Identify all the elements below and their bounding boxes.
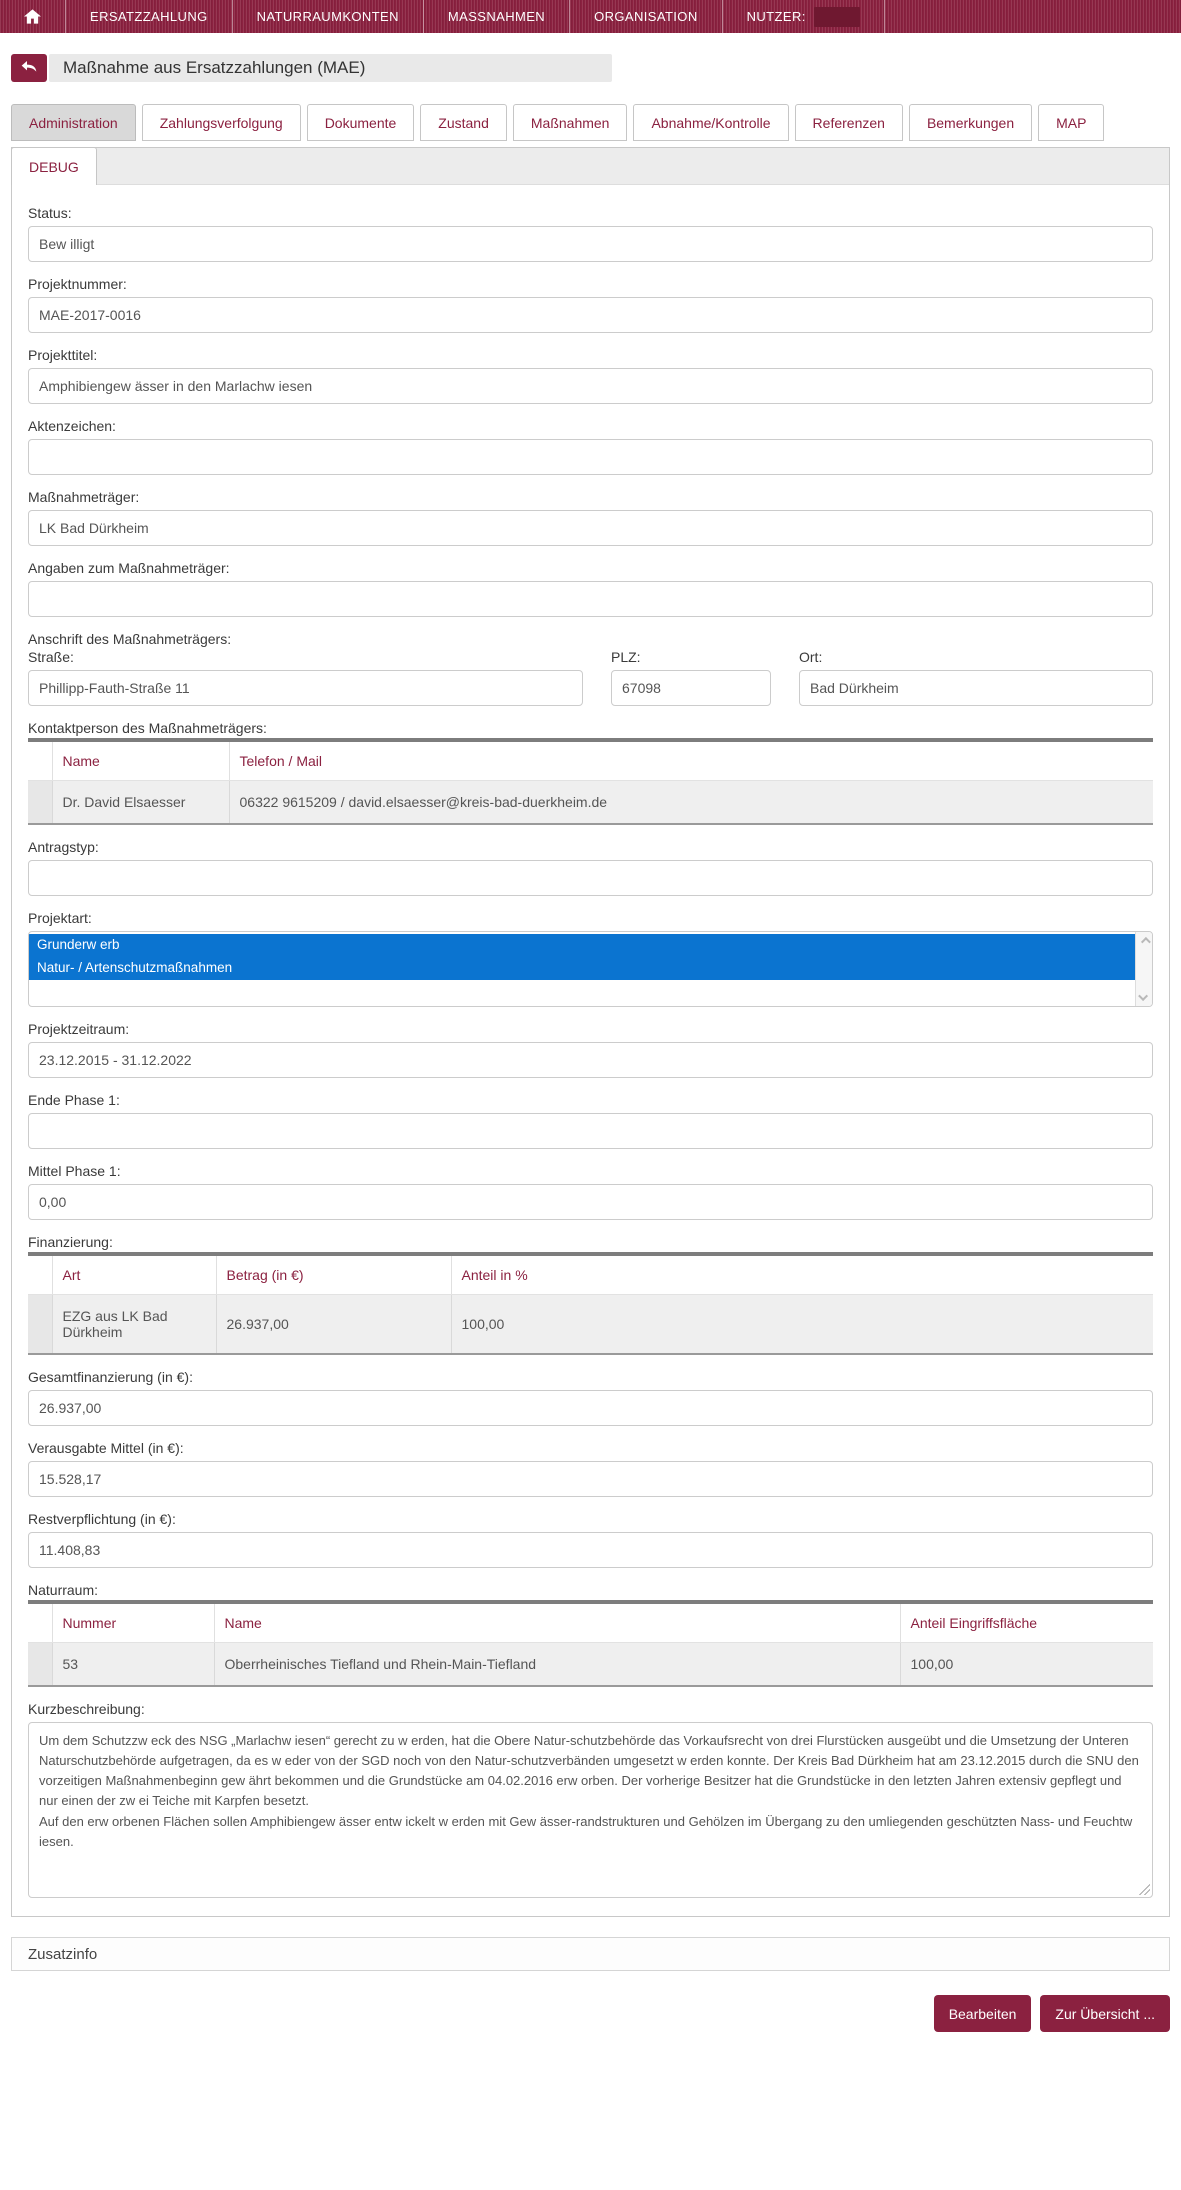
projektzeitraum-label: Projektzeitraum: — [28, 1021, 130, 1037]
scroll-up-arrow[interactable] — [1136, 932, 1152, 949]
finanzierung-table — [28, 1252, 1153, 1355]
page-title: Maßnahme aus Ersatzzahlungen (MAE) — [63, 58, 366, 77]
kontaktperson-label: Kontaktperson des Maßnahmeträgers: — [28, 720, 267, 736]
kurzbeschreibung-label: Kurzbeschreibung: — [28, 1701, 145, 1717]
chevron-up-icon — [1140, 937, 1150, 947]
kurzbeschreibung-textarea[interactable] — [28, 1722, 1153, 1898]
zur-uebersicht-button[interactable]: Zur Übersicht ... — [1040, 1995, 1170, 2032]
tab-debug[interactable]: DEBUG — [11, 147, 97, 185]
tab-bar — [11, 104, 1170, 141]
kontaktperson-row[interactable] — [28, 781, 1153, 825]
tab-referenzen[interactable]: Referenzen — [795, 104, 903, 141]
bearbeiten-button[interactable]: Bearbeiten — [934, 1995, 1032, 2032]
field-restverpflichtung — [28, 1511, 1153, 1568]
field-status — [28, 205, 1153, 262]
nav-home[interactable] — [0, 0, 65, 33]
kontaktperson-name: Dr. David Elsaesser — [52, 781, 229, 825]
verausgabte-mittel-label: Verausgabte Mittel (in €): — [28, 1440, 184, 1456]
footer-actions — [11, 1995, 1170, 2032]
top-navbar — [0, 0, 1181, 33]
back-arrow-icon — [21, 60, 37, 77]
nav-user-label: NUTZER: — [746, 9, 806, 24]
status-input[interactable] — [28, 226, 1153, 262]
verausgabte-mittel-input[interactable] — [28, 1461, 1153, 1497]
finanzierung-header-row — [28, 1254, 1153, 1295]
status-label: Status: — [28, 205, 72, 221]
finanzierung-label: Finanzierung: — [28, 1234, 113, 1250]
projektart-label: Projektart: — [28, 910, 92, 926]
nav-item-ersatzzahlung[interactable]: ERSATZZAHLUNG — [90, 9, 208, 24]
kontaktperson-telefon-mail: 06322 9615209 / david.elsaesser@kreis-bad-duerkheim.de — [229, 781, 1153, 825]
restverpflichtung-label: Restverpflichtung (in €): — [28, 1511, 176, 1527]
mittel-phase1-input[interactable] — [28, 1184, 1153, 1220]
ende-phase1-input[interactable] — [28, 1113, 1153, 1149]
ort-input[interactable] — [799, 670, 1153, 706]
naturraum-col-anteil: Anteil Eingriffsfläche — [900, 1602, 1153, 1643]
plz-input[interactable] — [611, 670, 771, 706]
plz-label: PLZ: — [611, 649, 641, 665]
naturraum-row[interactable] — [28, 1643, 1153, 1687]
gesamtfinanzierung-input[interactable] — [28, 1390, 1153, 1426]
restverpflichtung-input[interactable] — [28, 1532, 1153, 1568]
kontaktperson-table — [28, 738, 1153, 825]
tab-massnahmen[interactable]: Maßnahmen — [513, 104, 628, 141]
anschrift-columns — [28, 649, 1153, 706]
field-projekttitel — [28, 347, 1153, 404]
option-natur-artenschutz[interactable]: Natur- / Artenschutzmaßnahmen — [29, 957, 1135, 980]
chevron-down-icon — [1138, 991, 1148, 1001]
nav-item-massnahmen[interactable]: MASSNAHMEN — [447, 9, 546, 24]
anschrift-ort — [799, 649, 1153, 706]
naturraum-nummer: 53 — [52, 1643, 214, 1687]
finanzierung-anteil: 100,00 — [451, 1295, 1153, 1355]
finanzierung-row[interactable] — [28, 1295, 1153, 1355]
select-column-header — [28, 1602, 52, 1643]
angaben-input[interactable] — [28, 581, 1153, 617]
user-name-redacted — [814, 7, 860, 27]
administration-panel — [11, 147, 1170, 1917]
scroll-down-arrow[interactable] — [1136, 989, 1152, 1006]
field-kurzbeschreibung — [28, 1701, 1153, 1898]
tab-bemerkungen[interactable]: Bemerkungen — [909, 104, 1032, 141]
kurzbeschreibung-wrap — [28, 1722, 1153, 1898]
projektzeitraum-input[interactable] — [28, 1042, 1153, 1078]
projektart-listbox — [28, 931, 1153, 1007]
finanzierung-col-betrag: Betrag (in €) — [216, 1254, 451, 1295]
projekttitel-label: Projekttitel: — [28, 347, 98, 363]
tab-administration[interactable]: Administration — [11, 104, 136, 141]
finanzierung-col-art: Art — [52, 1254, 216, 1295]
select-column-header — [28, 740, 52, 781]
nav-item-naturraumkonten[interactable]: NATURRAUMKONTEN — [256, 9, 399, 24]
strasse-input[interactable] — [28, 670, 583, 706]
ort-label: Ort: — [799, 649, 823, 665]
field-anschrift — [28, 631, 1153, 706]
finanzierung-betrag: 26.937,00 — [216, 1295, 451, 1355]
zusatzinfo-panel-header[interactable] — [11, 1937, 1170, 1971]
aktenzeichen-label: Aktenzeichen: — [28, 418, 116, 434]
tab-abnahme-kontrolle[interactable]: Abnahme/Kontrolle — [633, 104, 788, 141]
projekttitel-input[interactable] — [28, 368, 1153, 404]
nav-separator — [884, 0, 885, 33]
anschrift-label: Anschrift des Maßnahmeträgers: — [28, 631, 232, 647]
field-finanzierung — [28, 1234, 1153, 1355]
field-massnahmetraeger — [28, 489, 1153, 546]
tab-zustand[interactable]: Zustand — [420, 104, 507, 141]
field-aktenzeichen — [28, 418, 1153, 475]
angaben-label: Angaben zum Maßnahmeträger: — [28, 560, 230, 576]
resize-grip[interactable] — [1139, 1884, 1150, 1895]
option-grunderwerb[interactable]: Grunderw erb — [29, 934, 1135, 957]
field-gesamtfinanzierung — [28, 1369, 1153, 1426]
row-select-cell[interactable] — [28, 781, 52, 825]
listbox-scrollbar[interactable] — [1135, 932, 1152, 1006]
naturraum-label: Naturraum: — [28, 1582, 99, 1598]
kontaktperson-col-name: Name — [52, 740, 229, 781]
gesamtfinanzierung-label: Gesamtfinanzierung (in €): — [28, 1369, 193, 1385]
naturraum-table — [28, 1600, 1153, 1687]
antragstyp-label: Antragstyp: — [28, 839, 99, 855]
field-ende-phase1 — [28, 1092, 1153, 1149]
aktenzeichen-input[interactable] — [28, 439, 1153, 475]
massnahmetraeger-label: Maßnahmeträger: — [28, 489, 140, 505]
naturraum-col-name: Name — [214, 1602, 900, 1643]
nav-item-organisation[interactable]: ORGANISATION — [594, 9, 698, 24]
mittel-phase1-label: Mittel Phase 1: — [28, 1163, 121, 1179]
field-projektart — [28, 910, 1153, 1007]
field-verausgabte-mittel — [28, 1440, 1153, 1497]
ende-phase1-label: Ende Phase 1: — [28, 1092, 120, 1108]
finanzierung-art: EZG aus LK Bad Dürkheim — [52, 1295, 216, 1355]
zusatzinfo-label: Zusatzinfo — [28, 1945, 98, 1963]
projektnummer-input[interactable] — [28, 297, 1153, 333]
anschrift-strasse — [28, 649, 583, 706]
finanzierung-col-anteil: Anteil in % — [451, 1254, 1153, 1295]
field-angaben — [28, 560, 1153, 617]
field-kontaktperson — [28, 720, 1153, 825]
anschrift-plz — [611, 649, 771, 706]
field-naturraum — [28, 1582, 1153, 1687]
title-strip — [49, 54, 612, 82]
tab-zahlungsverfolgung[interactable]: Zahlungsverfolgung — [142, 104, 301, 141]
massnahmetraeger-input[interactable] — [28, 510, 1153, 546]
tab-bar-row2 — [12, 148, 1169, 185]
kontaktperson-col-telefon-mail: Telefon / Mail — [229, 740, 1153, 781]
field-antragstyp — [28, 839, 1153, 896]
row-select-cell[interactable] — [28, 1643, 52, 1687]
tab-dokumente[interactable]: Dokumente — [307, 104, 415, 141]
page-header — [11, 54, 1170, 82]
kontaktperson-header-row — [28, 740, 1153, 781]
row-select-cell[interactable] — [28, 1295, 52, 1355]
projektart-options — [29, 932, 1135, 1006]
antragstyp-input[interactable] — [28, 860, 1153, 896]
strasse-label: Straße: — [28, 649, 74, 665]
naturraum-col-nummer: Nummer — [52, 1602, 214, 1643]
nav-user[interactable] — [723, 0, 884, 33]
naturraum-anteil: 100,00 — [900, 1643, 1153, 1687]
home-icon — [24, 9, 41, 24]
projektnummer-label: Projektnummer: — [28, 276, 127, 292]
select-column-header — [28, 1254, 52, 1295]
back-button[interactable] — [11, 54, 47, 82]
field-mittel-phase1 — [28, 1163, 1153, 1220]
naturraum-header-row — [28, 1602, 1153, 1643]
administration-form — [12, 185, 1169, 1916]
field-projektzeitraum — [28, 1021, 1153, 1078]
tab-map[interactable]: MAP — [1038, 104, 1104, 141]
naturraum-name: Oberrheinisches Tiefland und Rhein-Main-Tiefland — [214, 1643, 900, 1687]
field-projektnummer — [28, 276, 1153, 333]
